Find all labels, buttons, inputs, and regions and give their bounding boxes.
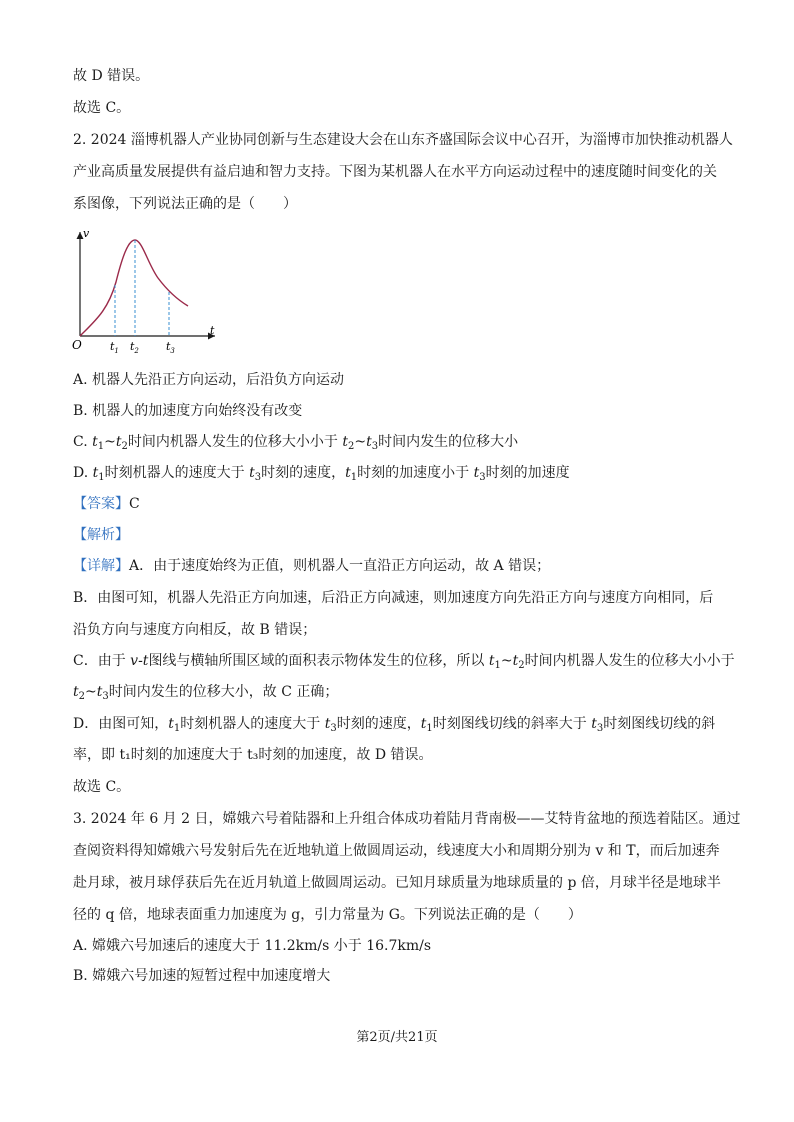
detail-text: D．由图可知，$t_1$时刻机器人的速度大于 $t_3$时刻的速度，$t_1$时刻图线切线的斜率大于 $t_3$时刻图线切线的斜 [73,716,716,734]
answer-value: C [129,496,140,512]
tick-label-t1: $t_1$ [110,340,119,355]
origin-label: O [72,338,82,352]
y-axis-label: v [83,228,90,240]
velocity-time-graph [70,228,220,356]
analysis-label: 【解析】 [73,527,129,543]
option-a: A. 机器人先沿正方向运动，后沿负方向运动 [73,372,345,388]
text-line: 故 D 错误。 [73,68,150,84]
detail-text: $t_2\sim t_3$时间内发生的位移大小，故 C 正确； [73,684,339,702]
detail-text: 故选 C。 [73,779,131,795]
detail-text: B．由图可知，机器人先沿正方向加速，后沿正方向减速，则加速度方向先沿正方向与速度方向相同，后 [73,590,714,606]
answer-line [73,494,140,514]
detail-line: 【详解】A．由于速度始终为正值，则机器人一直沿正方向运动，故 A 错误； [73,558,551,574]
question-2-text: 2. 2024 淄博机器人产业协同创新与生态建设大会在山东齐盛国际会议中心召开，为淄博市加快推动机器人 [73,132,733,148]
page-number: 第2页/共21页 [356,1030,438,1045]
detail-text: C．由于 v-t图线与横轴所围区域的面积表示物体发生的位移，所以 $t_1\sim t_2$时间内机器人发生的位移大小小于 [73,653,735,671]
detail-text: 率，即 t₁时刻的加速度大于 t₃时刻的加速度，故 D 错误。 [73,747,433,763]
question-3-text: 查阅资料得知嫦娥六号发射后先在近地轨道上做圆周运动，线速度大小和周期分别为 v 和 T，而后加速奔 [73,843,720,859]
option-c: C. $t_1\sim t_2$时间内机器人发生的位移大小小于 $t_2\sim t_3$时间内发生的位移大小 [73,434,519,452]
x-axis-label: t [210,324,215,337]
question-3-text: 径的 q 倍，地球表面重力加速度为 g，引力常量为 G。下列说法正确的是（ ） [73,907,582,923]
q3-option-a: A. 嫦娥六号加速后的速度大于 11.2km/s 小于 16.7km/s [73,938,432,954]
answer-label: 【答案】 [73,496,129,512]
q3-option-b: B. 嫦娥六号加速的短暂过程中加速度增大 [73,968,331,984]
question-3-text: 赴月球，被月球俘获后先在近月轨道上做圆周运动。已知月球质量为地球质量的 p 倍，月球半径是地球半 [73,875,721,891]
tick-label-t2: $t_2$ [130,340,139,355]
question-2-text: 系图像，下列说法正确的是（ ） [73,196,297,212]
option-d: D. $t_1$时刻机器人的速度大于 $t_3$时刻的速度，$t_1$时刻的加速度小于 $t_3$时刻的加速度 [73,465,570,483]
question-2-text: 产业高质量发展提供有益启迪和智力支持。下图为某机器人在水平方向运动过程中的速度随时间变化的关 [73,164,717,180]
detail-text: 沿负方向与速度方向相反，故 B 错误； [73,622,317,638]
text-line: 故选 C。 [73,100,131,116]
question-3-text: 3. 2024 年 6 月 2 日，嫦娥六号着陆器和上升组合体成功着陆月背南极——艾特肯盆地的预选着陆区。通过 [73,811,741,827]
detail-label: 【详解】 [73,558,129,574]
velocity-curve [80,240,188,336]
tick-label-t3: $t_3$ [166,340,175,355]
option-b: B. 机器人的加速度方向始终没有改变 [73,403,303,419]
